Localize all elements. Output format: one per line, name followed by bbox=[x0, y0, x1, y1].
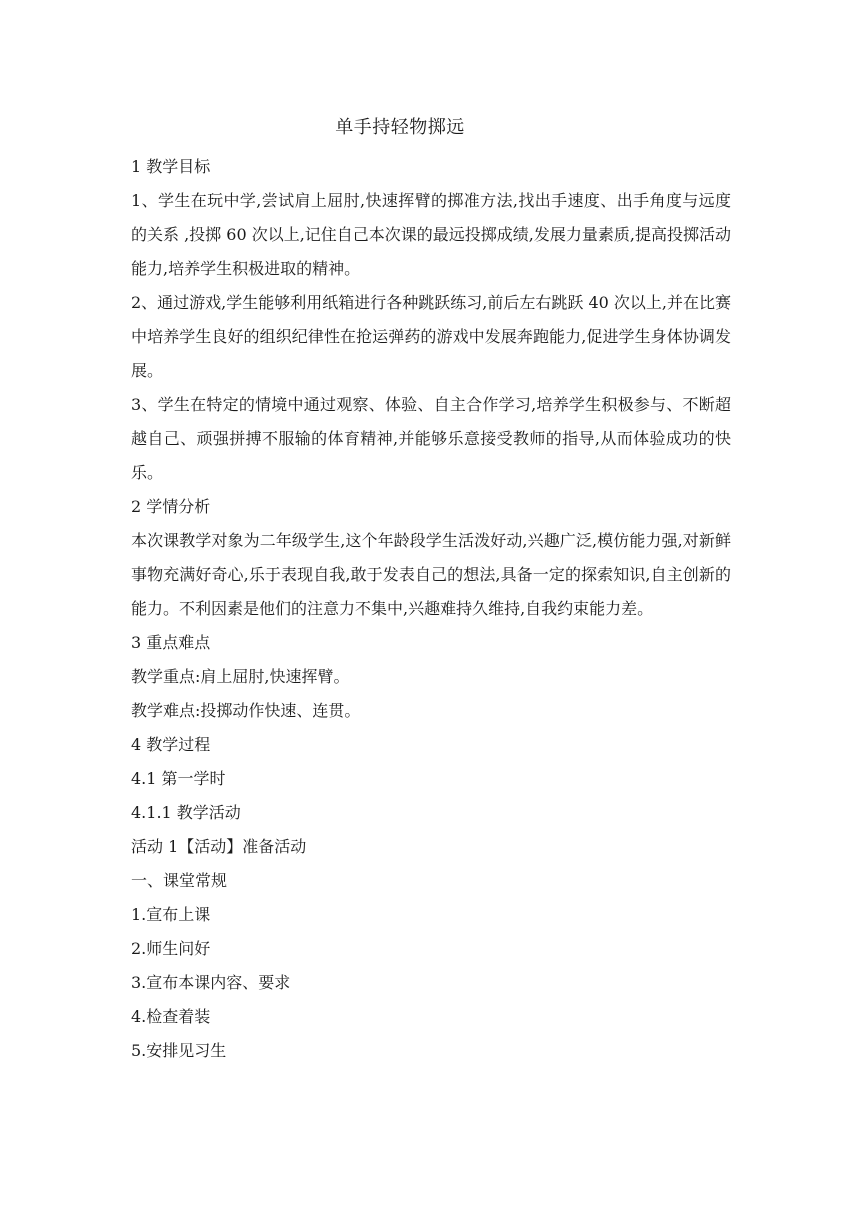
list-item: 5.安排见习生 bbox=[131, 1041, 227, 1060]
list-item: 3.宣布本课内容、要求 bbox=[131, 973, 291, 992]
difficult-point-text: 教学难点:投掷动作快速、连贯。 bbox=[131, 701, 361, 720]
section-heading-teaching-goals: 1 教学目标 bbox=[131, 157, 211, 176]
list-item: 2.师生问好 bbox=[131, 939, 211, 958]
key-point-text: 教学重点:肩上屈肘,快速挥臂。 bbox=[131, 667, 350, 686]
section-heading-teaching-process: 4 教学过程 bbox=[131, 735, 211, 754]
subsection-teaching-activities: 4.1.1 教学活动 bbox=[131, 803, 241, 822]
section-heading-key-points: 3 重点难点 bbox=[131, 633, 211, 652]
student-analysis-paragraph: 本次课教学对象为二年级学生,这个年龄段学生活泼好动,兴趣广泛,模仿能力强,对新鲜事物充满好奇心,乐于表现自我,敢于发表自己的想法,具备一定的探索知识,自主创新的能力。不利因素是他们的注意力不集中,兴趣难持久维持,自我约束能力差。 bbox=[131, 531, 731, 618]
document-body bbox=[131, 150, 731, 1068]
list-item: 1.宣布上课 bbox=[131, 905, 211, 924]
section-heading-student-analysis: 2 学情分析 bbox=[131, 497, 211, 516]
goal-paragraph-1: 1、学生在玩中学,尝试肩上屈肘,快速挥臂的掷准方法,找出手速度、出手角度与远度的关系 ,投掷 60 次以上,记住自己本次课的最远投掷成绩,发展力量素质,提高投掷活动能力,培养学生积极进取的精神。 bbox=[131, 191, 731, 278]
classroom-routine-heading: 一、课堂常规 bbox=[131, 871, 228, 890]
list-item: 4.检查着装 bbox=[131, 1007, 211, 1026]
document-title: 单手持轻物掷远 bbox=[335, 117, 465, 138]
subsection-first-period: 4.1 第一学时 bbox=[131, 769, 226, 788]
goal-paragraph-2: 2、通过游戏,学生能够利用纸箱进行各种跳跃练习,前后左右跳跃 40 次以上,并在比赛中培养学生良好的组织纪律性在抢运弹药的游戏中发展奔跑能力,促进学生身体协调发展。 bbox=[131, 293, 731, 380]
activity-1-heading: 活动 1【活动】准备活动 bbox=[131, 837, 307, 856]
goal-paragraph-3: 3、学生在特定的情境中通过观察、体验、自主合作学习,培养学生积极参与、不断超越自己、顽强拼搏不服输的体育精神,并能够乐意接受教师的指导,从而体验成功的快乐。 bbox=[131, 395, 731, 482]
